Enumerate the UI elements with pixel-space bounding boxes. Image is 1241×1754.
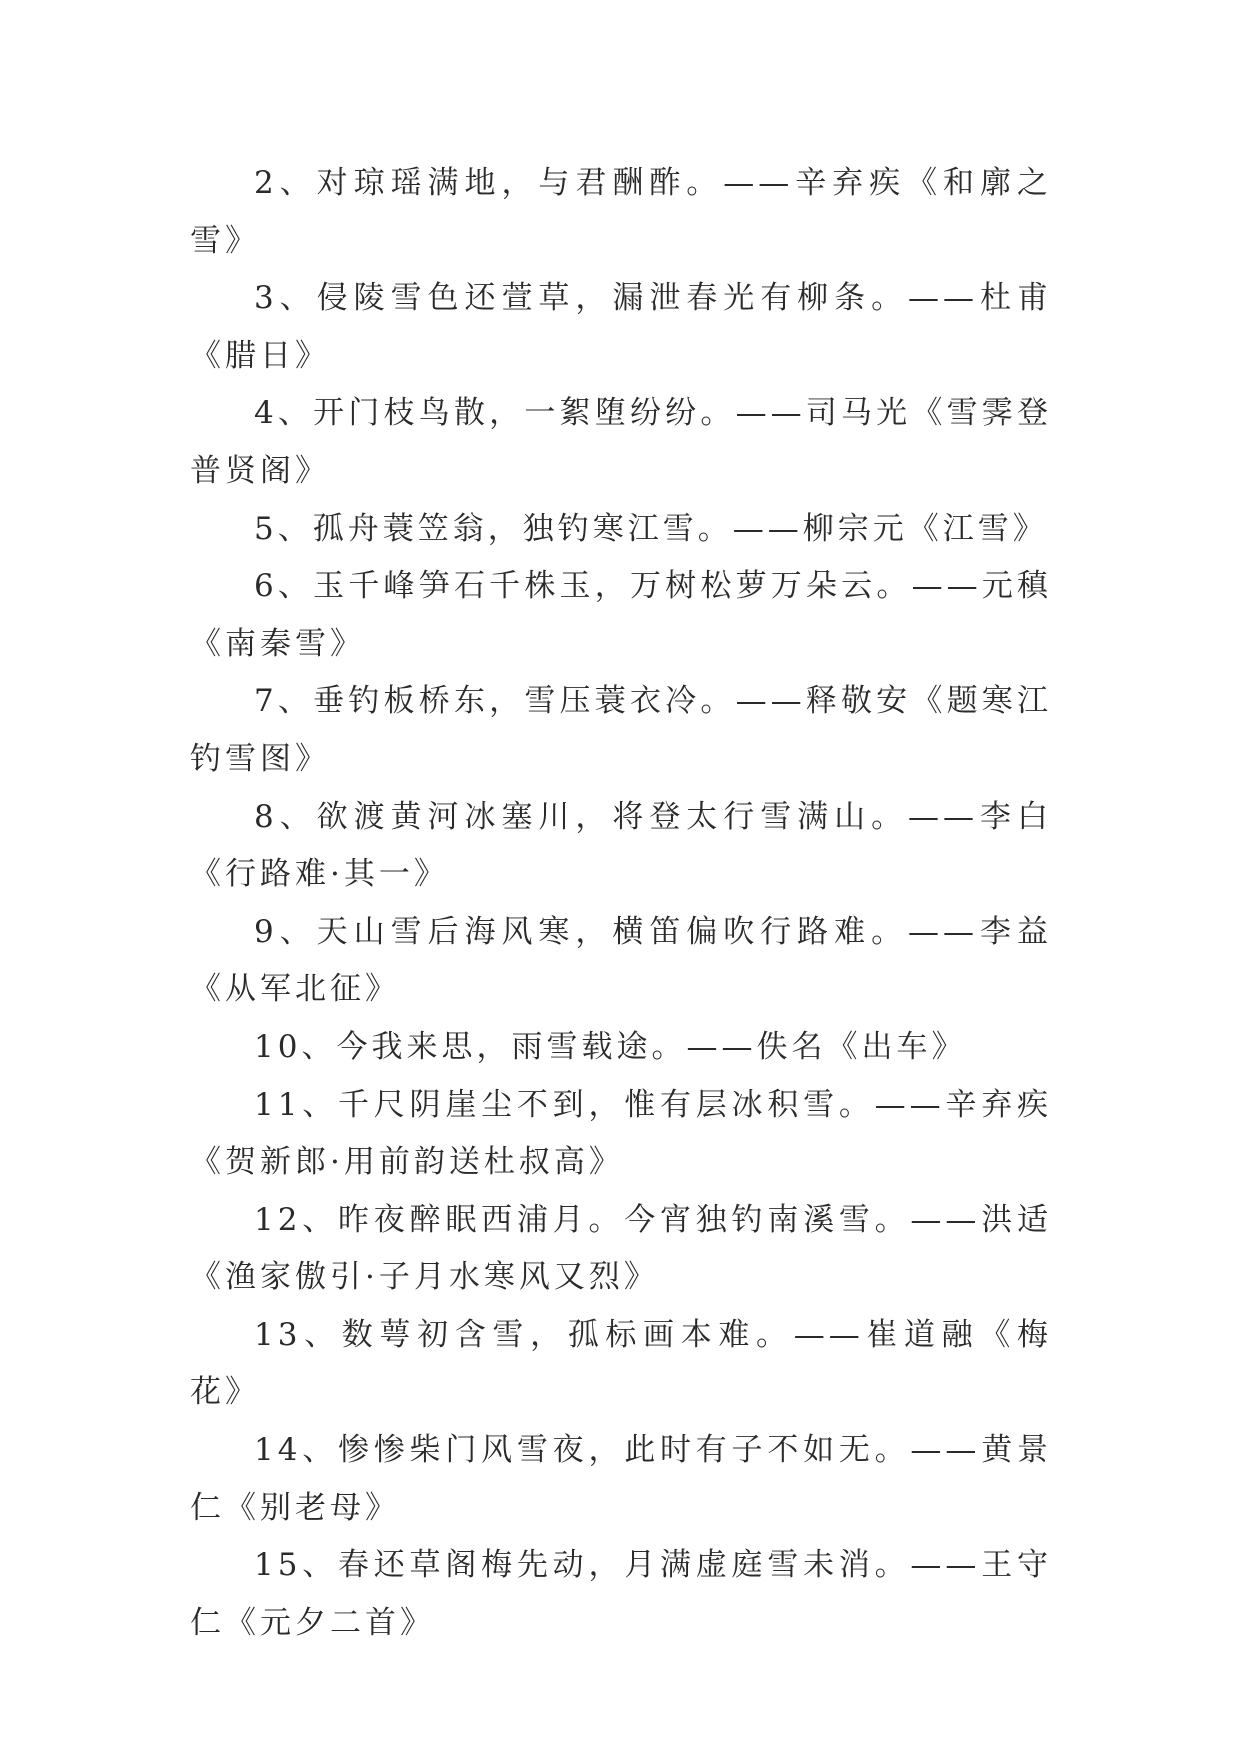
poem-line: 9、天山雪后海风寒，横笛偏吹行路难。——李益《从军北征》 xyxy=(190,913,1052,1008)
poem-line: 12、昨夜醉眠西浦月。今宵独钓南溪雪。——洪适《渔家傲引·子月水寒风又烈》 xyxy=(190,1201,1052,1296)
poem-line: 7、垂钓板桥东，雪压蓑衣冷。——释敬安《题寒江钓雪图》 xyxy=(190,683,1052,777)
poem-line: 15、春还草阁梅先动，月满虚庭雪未消。——王守仁《元夕二首》 xyxy=(190,1547,1052,1641)
poem-line: 5、孤舟蓑笠翁，独钓寒江雪。——柳宗元《江雪》 xyxy=(254,510,1048,547)
document-body xyxy=(190,155,1052,1652)
poem-line: 10、今我来思，雨雪载途。——佚名《出车》 xyxy=(254,1028,967,1065)
poem-line: 13、数萼初含雪，孤标画本难。——崔道融《梅花》 xyxy=(190,1316,1052,1411)
poem-line: 14、惨惨柴门风雪夜，此时有子不如无。——黄景仁《别老母》 xyxy=(190,1432,1052,1526)
poem-line: 6、玉千峰笋石千株玉，万树松萝万朵云。——元稹《南秦雪》 xyxy=(190,568,1052,662)
poem-line: 11、千尺阴崖尘不到，惟有层冰积雪。——辛弃疾《贺新郎·用前韵送杜叔高》 xyxy=(190,1086,1052,1181)
poem-line: 8、欲渡黄河冰塞川，将登太行雪满山。——李白《行路难·其一》 xyxy=(190,798,1052,893)
poem-line: 3、侵陵雪色还萱草，漏泄春光有柳条。——杜甫《腊日》 xyxy=(190,280,1052,374)
poem-line: 4、开门枝鸟散，一絮堕纷纷。——司马光《雪霁登普贤阁》 xyxy=(190,395,1052,489)
poem-line: 2、对琼瑶满地，与君酬酢。——辛弃疾《和廓之雪》 xyxy=(190,165,1052,259)
